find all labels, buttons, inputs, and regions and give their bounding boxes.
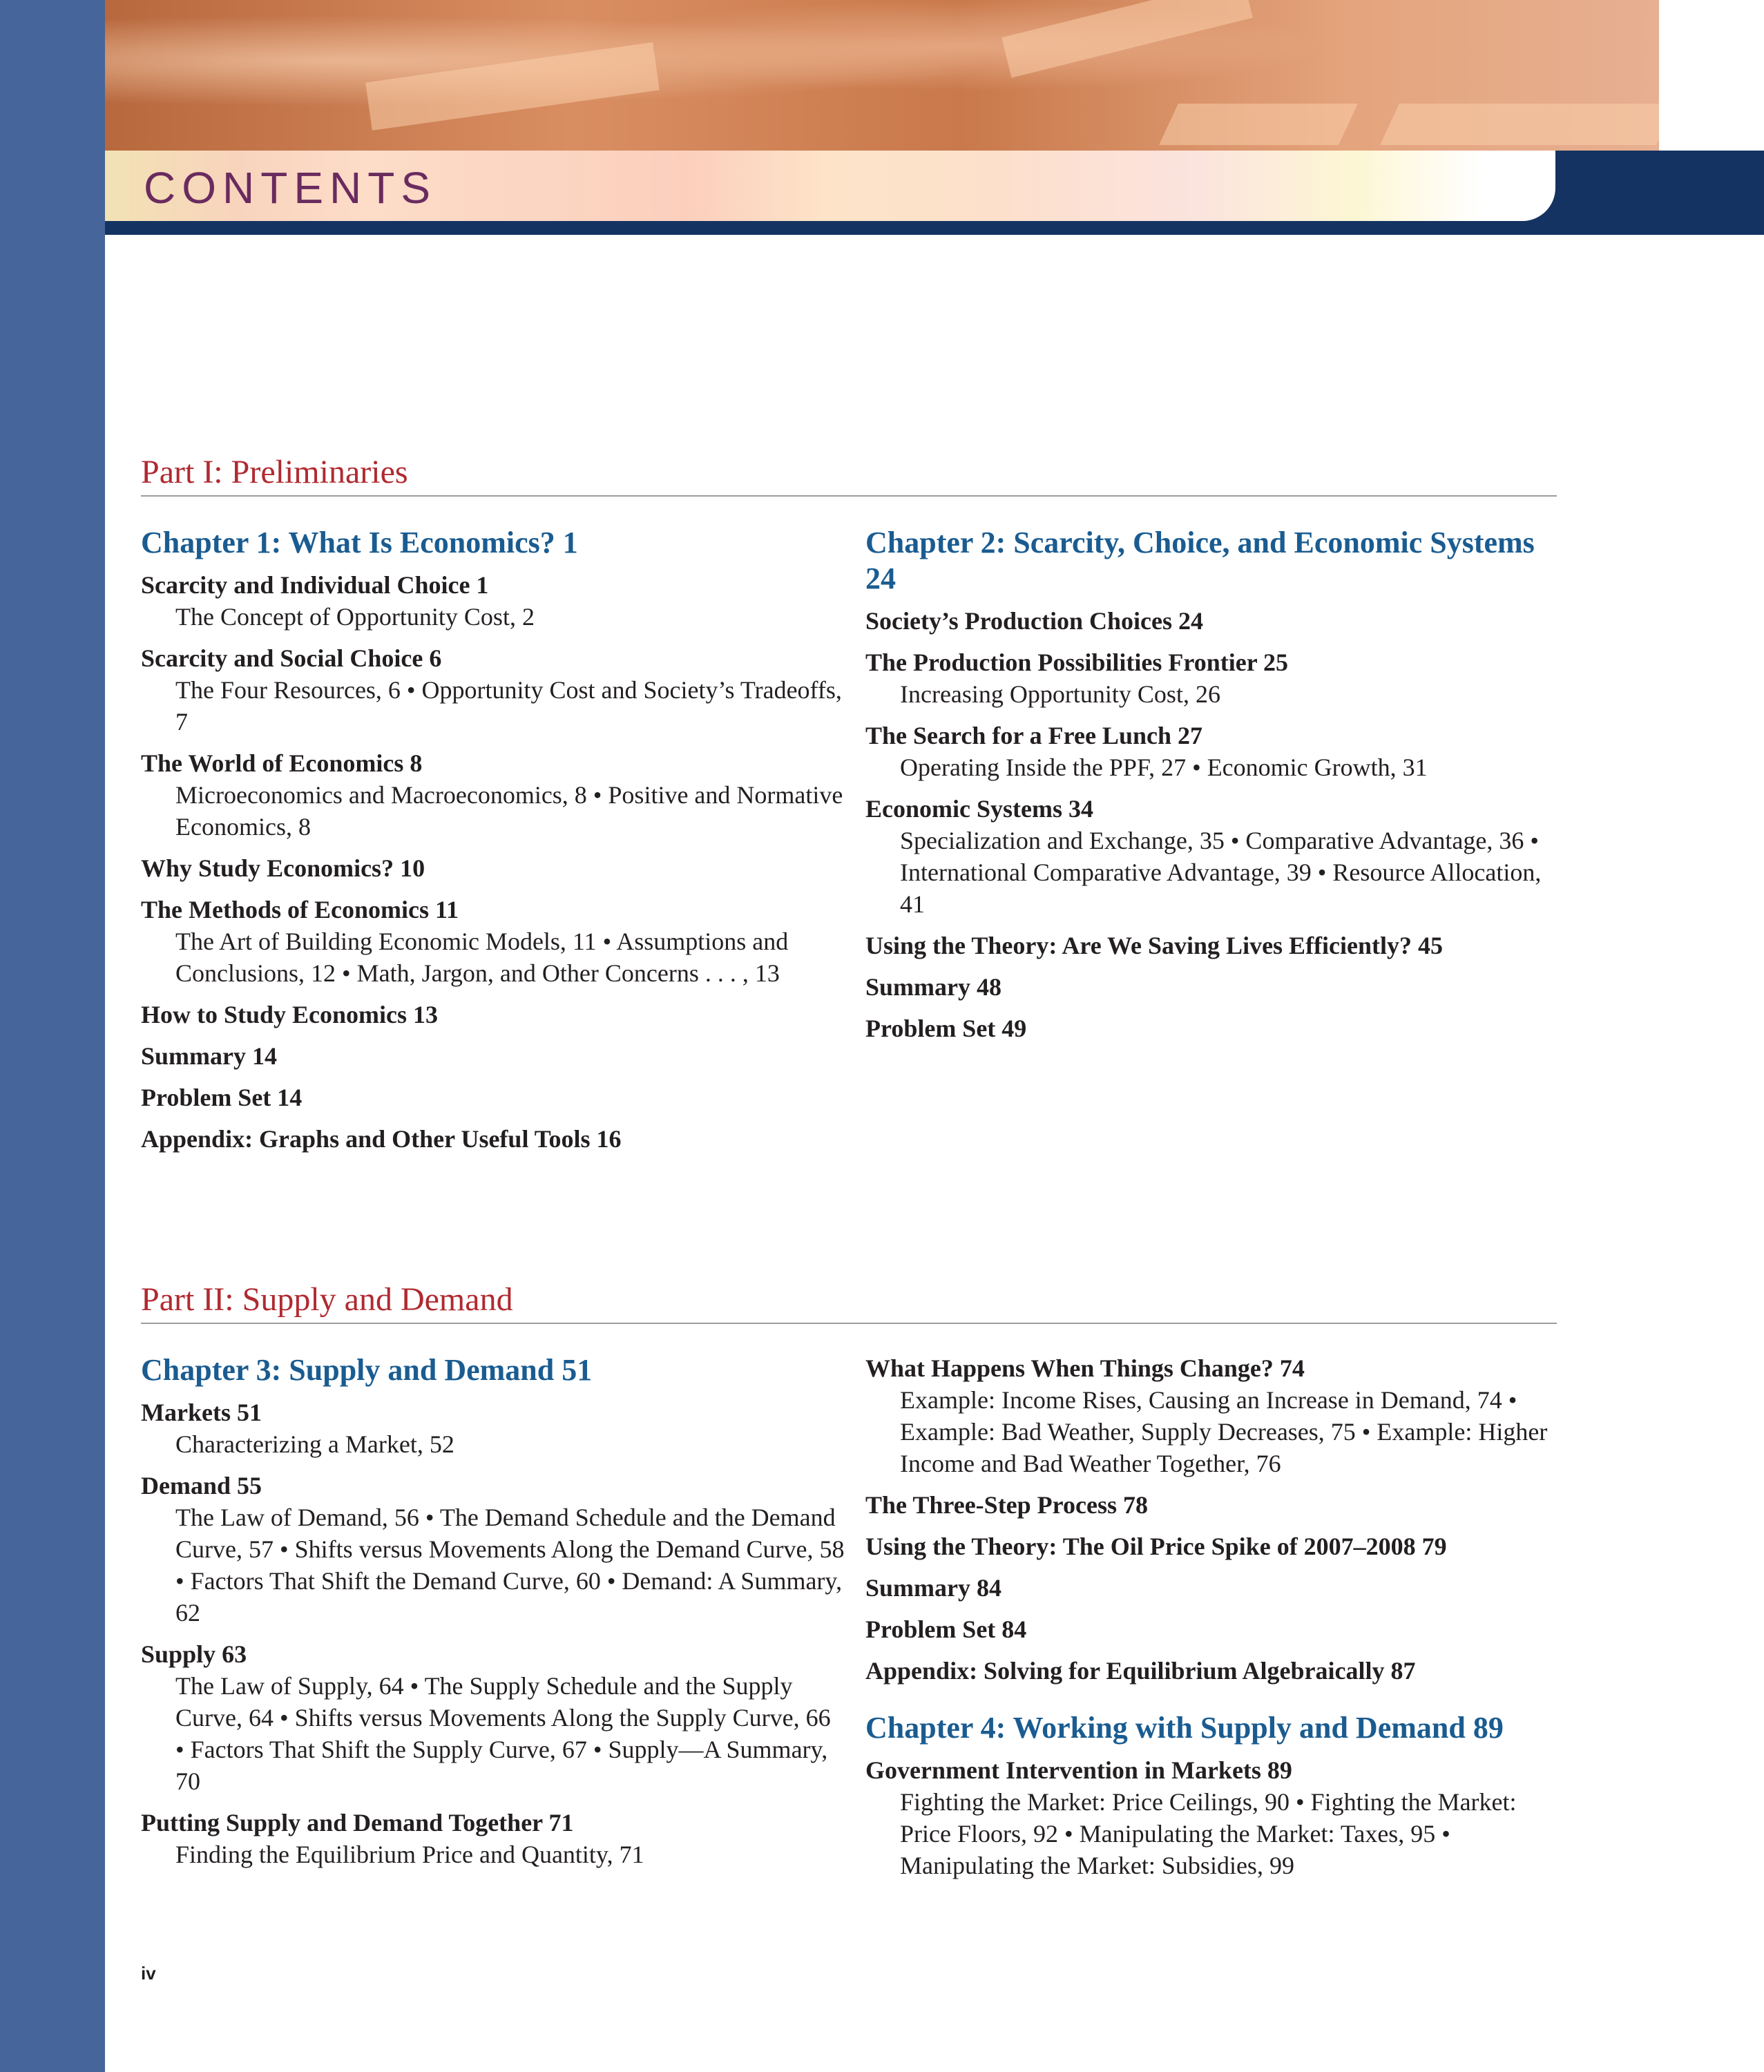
section-title: The Search for a Free Lunch 27 — [865, 722, 1202, 749]
chapter-heading: Chapter 4: Working with Supply and Demand 89 — [865, 1711, 1504, 1745]
toc-entry — [141, 1638, 845, 1797]
toc-entry — [141, 1040, 845, 1072]
toc-entry — [865, 1655, 1570, 1687]
section-topics: Specialization and Exchange, 35 • Comparative Advantage, 36 • International Comparative Advantage, 39 • Resource Allocation, 41 — [900, 827, 1542, 918]
section-topics: The Concept of Opportunity Cost, 2 — [175, 603, 535, 631]
section-title: Economic Systems 34 — [865, 795, 1093, 823]
toc-entry — [141, 894, 845, 989]
section-topics: Increasing Opportunity Cost, 26 — [900, 680, 1220, 708]
toc-entry — [141, 1082, 845, 1113]
toc-entry — [865, 1754, 1570, 1881]
section-title: The Production Possibilities Frontier 25 — [865, 649, 1289, 676]
section-topics: Finding the Equilibrium Price and Quantity, 71 — [175, 1841, 644, 1868]
side-bar — [0, 0, 105, 2072]
toc-entry — [141, 1807, 845, 1870]
toc-entry — [141, 569, 845, 633]
toc-entry — [865, 720, 1570, 783]
toc-entry — [865, 1572, 1570, 1604]
banner-image — [105, 0, 1659, 152]
page-number: iv — [141, 1963, 156, 1984]
toc-entry — [865, 793, 1570, 920]
section-title: Society’s Production Choices 24 — [865, 607, 1203, 635]
section-title: What Happens When Things Change? 74 — [865, 1354, 1305, 1382]
toc-entry — [865, 1613, 1570, 1645]
part-heading: Part II: Supply and Demand — [141, 1282, 1557, 1324]
section-topics: The Law of Supply, 64 • The Supply Schedule and the Supply Curve, 64 • Shifts versus Movements Along the Supply Curve, 66 • Factors That Shift the Supply Curve, 67 • Supply—A Summary, 70 — [175, 1672, 831, 1795]
toc-entry — [141, 642, 845, 738]
toc-entry — [141, 1123, 845, 1155]
section-topics: Microeconomics and Macroeconomics, 8 • Positive and Normative Economics, 8 — [175, 781, 843, 841]
section-title: Summary 14 — [141, 1042, 277, 1070]
toc-entry — [141, 747, 845, 843]
section-title: Problem Set 84 — [865, 1615, 1027, 1643]
section-topics: Fighting the Market: Price Ceilings, 90 • Fighting the Market: Price Floors, 92 • Manipulating the Market: Taxes, 95 • Manipulating the Market: Subsidies, 99 — [900, 1788, 1517, 1879]
toc-entry — [865, 1531, 1570, 1562]
section-title: Scarcity and Individual Choice 1 — [141, 571, 489, 599]
chapter-heading: Chapter 3: Supply and Demand 51 — [141, 1353, 593, 1387]
section-topics: The Four Resources, 6 • Opportunity Cost and Society’s Tradeoffs, 7 — [175, 676, 842, 736]
section-title: How to Study Economics 13 — [141, 1001, 439, 1028]
toc-column-right — [865, 1352, 1570, 1891]
toc-column-left — [141, 525, 845, 1164]
toc-entry — [865, 930, 1570, 961]
toc-entry — [141, 1470, 845, 1629]
section-topics: Example: Income Rises, Causing an Increase in Demand, 74 • Example: Bad Weather, Supply Decreases, 75 • Example: Higher Income and Bad Weather Together, 76 — [900, 1386, 1548, 1477]
section-title: Appendix: Solving for Equilibrium Algebraically 87 — [865, 1657, 1416, 1685]
toc-entry — [141, 1397, 845, 1460]
toc-entry — [141, 999, 845, 1030]
page-title: CONTENTS — [144, 163, 437, 213]
toc-entry — [865, 1013, 1570, 1044]
toc-entry — [865, 1352, 1570, 1479]
toc-column-right — [865, 525, 1570, 1054]
chapter-heading: Chapter 1: What Is Economics? 1 — [141, 526, 578, 559]
section-title: Putting Supply and Demand Together 71 — [141, 1809, 574, 1836]
section-title: Problem Set 14 — [141, 1084, 303, 1111]
section-topics: The Art of Building Economic Models, 11 • Assumptions and Conclusions, 12 • Math, Jargon, and Other Concerns . . . , 13 — [175, 928, 789, 987]
section-topics: Characterizing a Market, 52 — [175, 1430, 454, 1458]
section-topics: The Law of Demand, 56 • The Demand Schedule and the Demand Curve, 57 • Shifts versus Movements Along the Demand Curve, 58 • Factors That Shift the Demand Curve, 60 • Demand: A Summary, 62 — [175, 1504, 845, 1627]
section-title: The Methods of Economics 11 — [141, 896, 459, 923]
section-title: Markets 51 — [141, 1399, 262, 1426]
section-title: Demand 55 — [141, 1472, 262, 1499]
section-title: Using the Theory: The Oil Price Spike of 2007–2008 79 — [865, 1533, 1447, 1560]
part-heading: Part I: Preliminaries — [141, 454, 1557, 497]
toc-entry — [865, 646, 1570, 710]
section-title: The Three-Step Process 78 — [865, 1491, 1148, 1519]
toc-entry — [141, 852, 845, 884]
section-title: Government Intervention in Markets 89 — [865, 1756, 1292, 1784]
section-title: Using the Theory: Are We Saving Lives Efficiently? 45 — [865, 932, 1444, 959]
toc-entry — [865, 971, 1570, 1003]
section-title: Scarcity and Social Choice 6 — [141, 644, 442, 672]
toc-entry — [865, 1489, 1570, 1521]
section-title: Problem Set 49 — [865, 1015, 1027, 1042]
chapter-heading: Chapter 2: Scarcity, Choice, and Economic Systems 24 — [865, 526, 1535, 595]
toc-entry — [865, 605, 1570, 637]
section-title: Summary 84 — [865, 1574, 1001, 1602]
section-title: Why Study Economics? 10 — [141, 854, 425, 882]
section-title: Appendix: Graphs and Other Useful Tools 16 — [141, 1125, 622, 1153]
section-title: The World of Economics 8 — [141, 749, 423, 777]
section-title: Supply 63 — [141, 1640, 247, 1668]
section-topics: Operating Inside the PPF, 27 • Economic Growth, 31 — [900, 754, 1428, 781]
section-title: Summary 48 — [865, 973, 1001, 1001]
toc-column-left — [141, 1352, 845, 1880]
